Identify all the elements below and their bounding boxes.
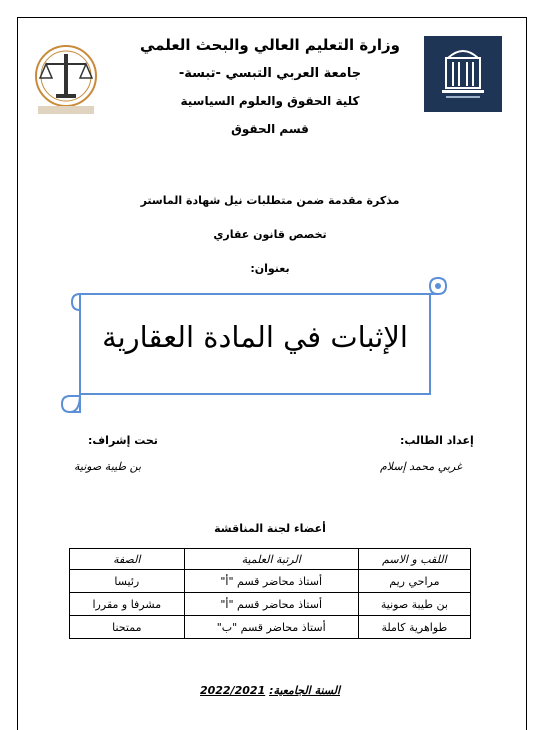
member-role: مشرفا و مقررا [70, 593, 185, 616]
supervisor-label: تحت إشراف: [88, 434, 158, 447]
member-name: طواهرية كاملة [358, 616, 470, 639]
table-row [70, 616, 471, 639]
ministry-name: وزارة التعليم العالي والبحث العلمي [139, 36, 401, 54]
student-name: غربي محمد إسلام [380, 460, 462, 473]
thesis-title: الإثبات في المادة العقارية [102, 320, 408, 354]
academic-year-label: السنة الجامعية: [269, 684, 341, 697]
column-header: الصفة [70, 549, 185, 570]
supervisor-name: بن طيبة صونية [74, 460, 142, 473]
table-header-row [70, 549, 471, 570]
department-name: قسم الحقوق [231, 122, 309, 136]
faculty-name: كلية الحقوق والعلوم السياسية [180, 94, 360, 108]
member-name: مراحي ريم [358, 570, 470, 593]
academic-year-value: 2022/2021 [199, 684, 266, 697]
committee-table [69, 548, 471, 639]
specialty: تخصص قانون عقاري [213, 228, 327, 241]
column-header: الرتبة العلمية [184, 549, 358, 570]
committee-heading: أعضاء لجنة المناقشة [214, 522, 326, 535]
memo-subtitle: مذكرة مقدمة ضمن متطلبات نيل شهادة الماستر [140, 194, 400, 207]
member-rank: أستاذ محاضر قسم "ب" [184, 616, 358, 639]
student-label: إعداد الطالب: [400, 434, 474, 447]
title-label: بعنوان: [250, 262, 290, 275]
member-role: رئيسا [70, 570, 185, 593]
table-row [70, 593, 471, 616]
member-role: ممتحنا [70, 616, 185, 639]
member-name: بن طيبة صونية [358, 593, 470, 616]
column-header: اللقب و الاسم [358, 549, 470, 570]
table-row [70, 570, 471, 593]
member-rank: أستاذ محاضر قسم "أ" [184, 593, 358, 616]
member-rank: أستاذ محاضر قسم "أ" [184, 570, 358, 593]
university-name: جامعة العربي التبسي -تبسة- [178, 66, 362, 81]
academic-year [0, 684, 540, 697]
